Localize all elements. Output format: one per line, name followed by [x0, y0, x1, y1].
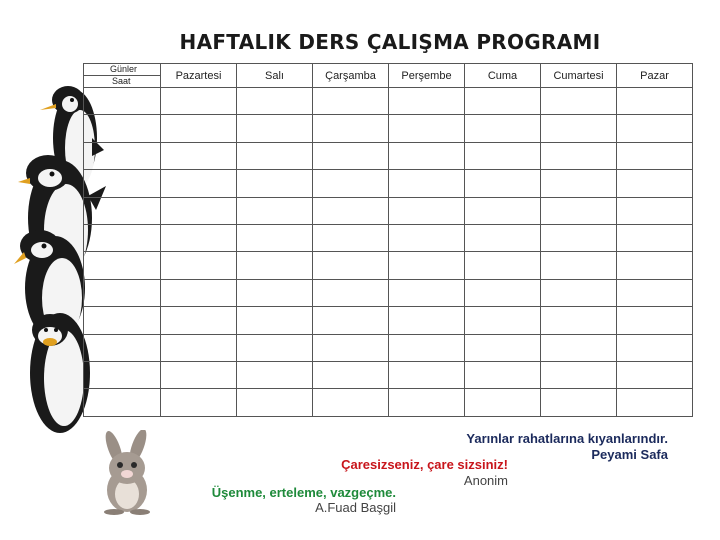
- table-row: [84, 389, 693, 416]
- corner-cell: [84, 64, 161, 88]
- table-row: [84, 88, 693, 115]
- schedule-cell: [465, 142, 541, 169]
- table-row: [84, 279, 693, 306]
- schedule-cell: [617, 307, 693, 334]
- schedule-cell: [237, 279, 313, 306]
- schedule-cell: [161, 197, 237, 224]
- schedule-cell: [541, 307, 617, 334]
- schedule-body: [84, 88, 693, 417]
- table-row: [84, 307, 693, 334]
- hour-cell: [84, 197, 161, 224]
- schedule-cell: [237, 142, 313, 169]
- table-row: [84, 115, 693, 142]
- schedule-cell: [617, 170, 693, 197]
- table-row: [84, 361, 693, 388]
- days-corner-label: Günler: [84, 64, 160, 76]
- schedule-cell: [313, 361, 389, 388]
- schedule-cell: [465, 170, 541, 197]
- schedule-cell: [541, 334, 617, 361]
- hour-cell: [84, 279, 161, 306]
- schedule-cell: [389, 334, 465, 361]
- schedule-cell: [161, 170, 237, 197]
- hour-cell: [84, 361, 161, 388]
- schedule-cell: [389, 142, 465, 169]
- schedule-cell: [541, 279, 617, 306]
- schedule-cell: [617, 252, 693, 279]
- header-row: [84, 64, 693, 88]
- schedule-cell: [389, 389, 465, 416]
- schedule-cell: [617, 279, 693, 306]
- schedule-cell: [313, 88, 389, 115]
- quote-1-text: Yarınlar rahatlarına kıyanlarındır.: [466, 431, 668, 446]
- hour-cell: [84, 115, 161, 142]
- day-header-sunday: Pazar: [617, 64, 693, 88]
- day-header-saturday: Cumartesi: [541, 64, 617, 88]
- schedule-cell: [541, 389, 617, 416]
- quote-3-text: Üşenme, erteleme, vazgeçme.: [211, 485, 396, 500]
- schedule-cell: [313, 170, 389, 197]
- quote-1-author: Peyami Safa: [591, 447, 668, 462]
- schedule-cell: [465, 88, 541, 115]
- schedule-cell: [617, 115, 693, 142]
- schedule-cell: [313, 197, 389, 224]
- table-row: [84, 142, 693, 169]
- hour-cell: [84, 142, 161, 169]
- schedule-cell: [617, 389, 693, 416]
- schedule-cell: [237, 88, 313, 115]
- bunny-icon: [92, 430, 162, 515]
- schedule-cell: [465, 224, 541, 251]
- schedule-cell: [541, 252, 617, 279]
- hour-cell: [84, 224, 161, 251]
- schedule-cell: [237, 115, 313, 142]
- schedule-cell: [465, 334, 541, 361]
- schedule-cell: [161, 307, 237, 334]
- schedule-cell: [465, 389, 541, 416]
- schedule-cell: [465, 361, 541, 388]
- schedule-cell: [617, 224, 693, 251]
- schedule-cell: [313, 334, 389, 361]
- page-title: HAFTALIK DERS ÇALIŞMA PROGRAMI: [179, 30, 601, 54]
- schedule-cell: [465, 115, 541, 142]
- weekly-schedule-table: [83, 63, 693, 417]
- schedule-cell: [313, 224, 389, 251]
- schedule-cell: [389, 115, 465, 142]
- table-row: [84, 334, 693, 361]
- hour-cell: [84, 252, 161, 279]
- schedule-cell: [237, 389, 313, 416]
- hours-corner-label: Saat: [112, 76, 131, 86]
- schedule-cell: [617, 361, 693, 388]
- schedule-cell: [237, 252, 313, 279]
- schedule-cell: [237, 361, 313, 388]
- schedule-cell: [465, 252, 541, 279]
- day-header-wednesday: Çarşamba: [313, 64, 389, 88]
- schedule-cell: [465, 307, 541, 334]
- schedule-cell: [161, 361, 237, 388]
- schedule-cell: [541, 197, 617, 224]
- schedule-cell: [617, 334, 693, 361]
- schedule-cell: [313, 115, 389, 142]
- schedule-cell: [237, 224, 313, 251]
- quote-2-text: Çaresizseniz, çare sizsiniz!: [341, 457, 508, 472]
- hour-cell: [84, 88, 161, 115]
- schedule-cell: [541, 88, 617, 115]
- schedule-cell: [313, 279, 389, 306]
- schedule-cell: [465, 279, 541, 306]
- schedule-cell: [617, 197, 693, 224]
- schedule-cell: [313, 389, 389, 416]
- schedule-cell: [161, 252, 237, 279]
- day-header-thursday: Perşembe: [389, 64, 465, 88]
- schedule-cell: [389, 88, 465, 115]
- schedule-cell: [161, 115, 237, 142]
- hour-cell: [84, 170, 161, 197]
- quote-2-author: Anonim: [463, 473, 508, 488]
- schedule-cell: [389, 307, 465, 334]
- hour-cell: [84, 307, 161, 334]
- schedule-cell: [389, 197, 465, 224]
- schedule-cell: [313, 307, 389, 334]
- schedule-cell: [161, 279, 237, 306]
- schedule-cell: [313, 252, 389, 279]
- schedule-cell: [389, 170, 465, 197]
- schedule-cell: [541, 361, 617, 388]
- schedule-cell: [237, 307, 313, 334]
- hour-cell: [84, 334, 161, 361]
- schedule-cell: [313, 142, 389, 169]
- quote-3-author: A.Fuad Başgil: [315, 500, 396, 515]
- schedule-cell: [389, 361, 465, 388]
- hour-cell: [84, 389, 161, 416]
- schedule-cell: [237, 197, 313, 224]
- schedule-cell: [389, 279, 465, 306]
- schedule-cell: [237, 334, 313, 361]
- schedule-cell: [389, 224, 465, 251]
- schedule-cell: [541, 170, 617, 197]
- schedule-cell: [237, 170, 313, 197]
- table-row: [84, 170, 693, 197]
- penguin-4-icon: [30, 313, 90, 433]
- day-header-friday: Cuma: [465, 64, 541, 88]
- schedule-cell: [465, 197, 541, 224]
- table-row: [84, 224, 693, 251]
- day-header-tuesday: Salı: [237, 64, 313, 88]
- day-header-monday: Pazartesi: [161, 64, 237, 88]
- schedule-cell: [617, 88, 693, 115]
- schedule-cell: [161, 334, 237, 361]
- schedule-cell: [161, 88, 237, 115]
- schedule-cell: [161, 389, 237, 416]
- table-row: [84, 197, 693, 224]
- schedule-cell: [161, 142, 237, 169]
- schedule-cell: [541, 115, 617, 142]
- schedule-cell: [161, 224, 237, 251]
- schedule-cell: [617, 142, 693, 169]
- schedule-cell: [541, 142, 617, 169]
- schedule-cell: [389, 252, 465, 279]
- table-row: [84, 252, 693, 279]
- schedule-cell: [541, 224, 617, 251]
